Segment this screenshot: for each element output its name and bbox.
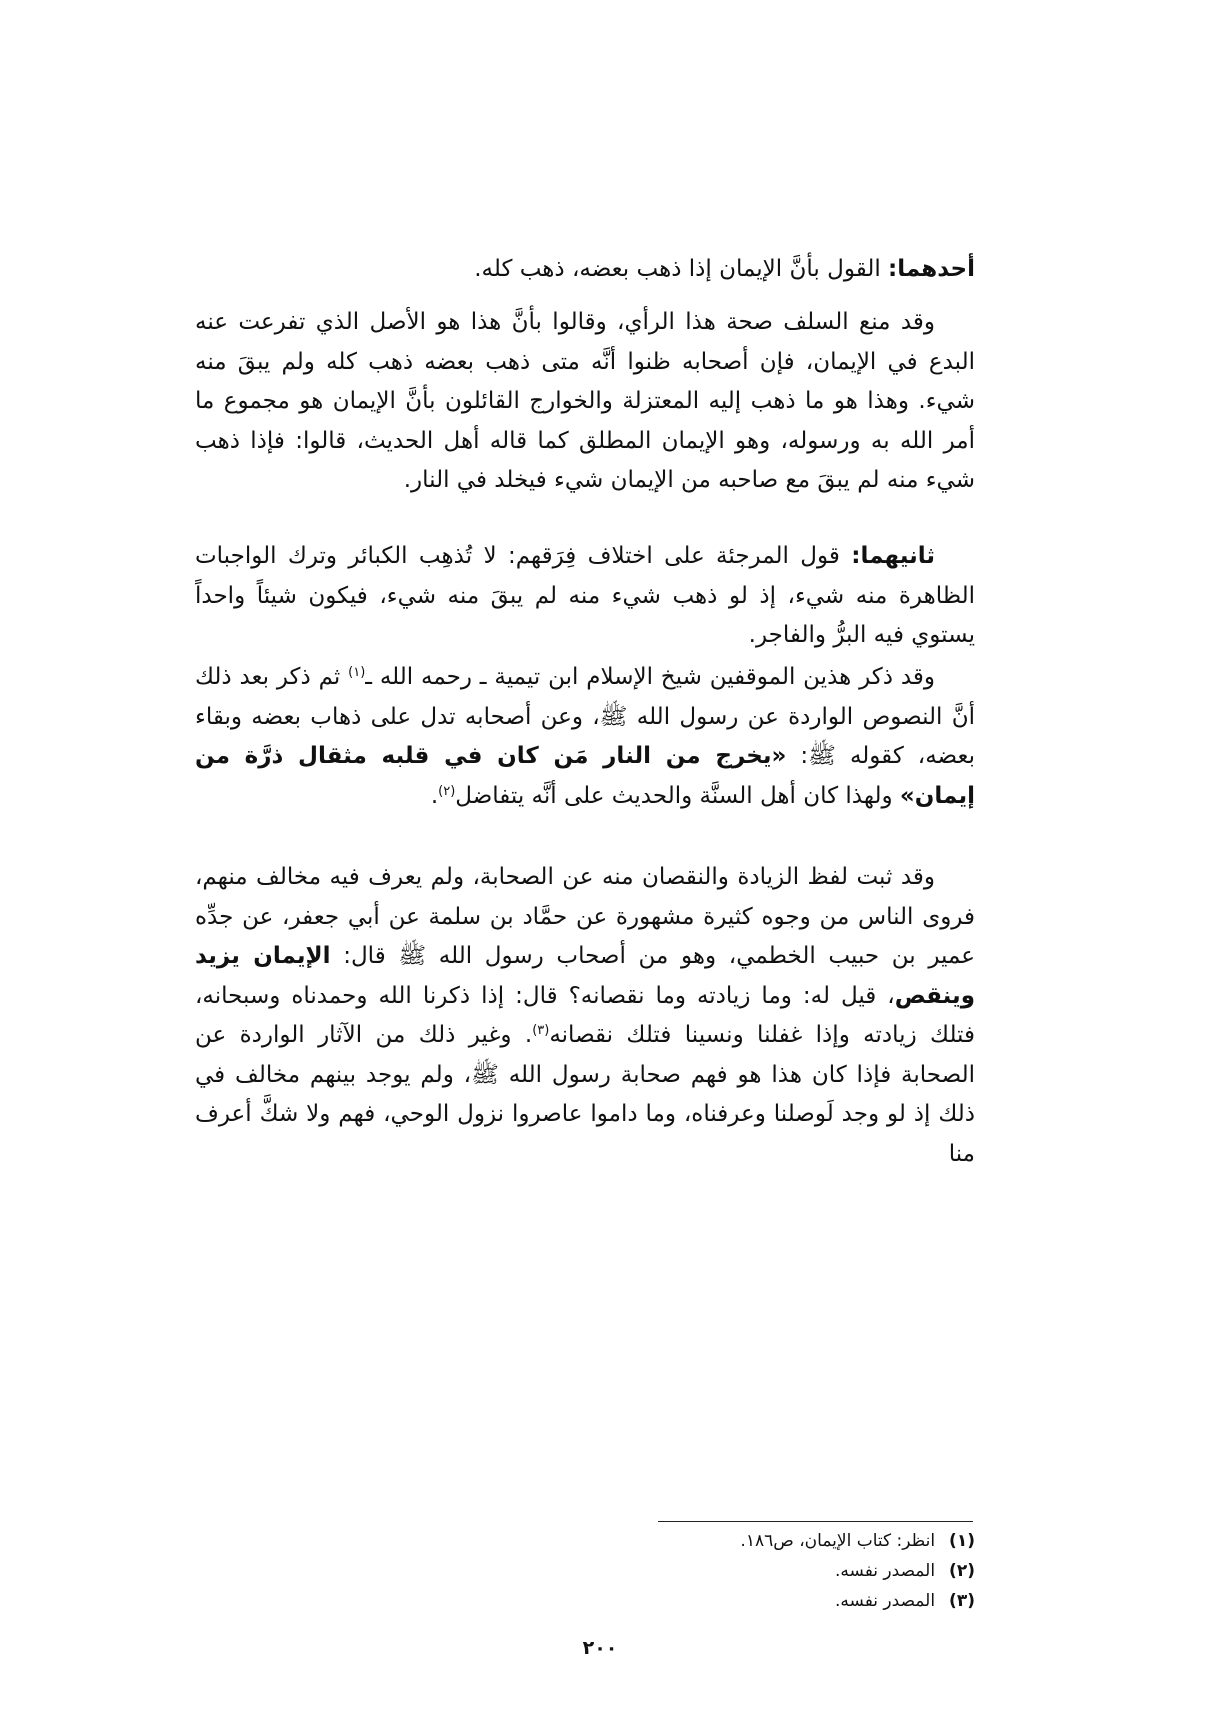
paragraph-4-text-d: . — [430, 782, 439, 809]
paragraph-5 — [195, 858, 975, 1174]
footnote-item — [500, 1556, 975, 1586]
paragraph-4-text-a: وقد ذكر هذين الموقفين شيخ الإسلام ابن تيمية ـ رحمه الله ـ — [365, 664, 935, 690]
paragraph-1 — [195, 250, 975, 290]
paragraph-1-text: القول بأنَّ الإيمان إذا ذهب بعضه، ذهب كله. — [474, 256, 881, 282]
paragraph-5-text-c: . وغير ذلك من الآثار الواردة عن الصحابة فإذا كان هذا هو فهم صحابة رسول الله ﷺ، ولم يوجد بينهم مخالف في ذلك إذ لو وجد لَوصلنا وعرفناه، وما داموا عاصروا نزول الوحي، فهم ولا شكَّ أعرف منا — [195, 1022, 975, 1167]
paragraph-3-text: قول المرجئة على اختلاف فِرَقهم: لا تُذهِب الكبائر وترك الواجبات الظاهرة منه شيء، إذ لو ذهب شيء منه لم يبقَ منه شيء، فيكون شيئاً واحداً يستوي فيه البرُّ والفاجر. — [195, 543, 975, 648]
footnote-ref-3: (٣) — [532, 1023, 550, 1038]
lead-word-first: أحدهما: — [888, 256, 975, 282]
footnotes — [500, 1526, 975, 1616]
paragraph-5-text-b: ، قيل له: وما زيادته وما نقصانه؟ قال: إذا ذكرنا الله وحمدناه وسبحانه، فتلك زيادته وإذا غفلنا ونسينا فتلك نقصانه — [195, 982, 975, 1048]
paragraph-4 — [195, 658, 975, 816]
paragraph-3-block — [195, 537, 975, 656]
footnote-ref-1: (١) — [348, 665, 366, 680]
paragraph-4-text-b: ثم ذكر بعد ذلك أنَّ النصوص الواردة عن رسول الله ﷺ، وعن أصحابه تدل على ذهاب بعضه وبقاء بعضه، كقوله ﷺ: — [195, 664, 975, 769]
lead-word-second: ثانيهما: — [851, 543, 936, 569]
paragraph-5-text-a: وقد ثبت لفظ الزيادة والنقصان منه عن الصحابة، ولم يعرف فيه مخالف منهم، فروى الناس من وجوه كثيرة مشهورة عن حمَّاد بن سلمة عن أبي جعفر، عن جدِّه عمير بن حبيب الخطمي، وهو من أصحاب رسول الله ﷺ قال: — [195, 864, 975, 969]
footnote-number: (٣) — [949, 1591, 975, 1611]
page-number: ٢٠٠ — [582, 1637, 618, 1659]
footnote-text: انظر: كتاب الإيمان، ص١٨٦. — [740, 1531, 936, 1551]
footnote-ref-2: (٢) — [438, 783, 456, 799]
footnote-divider — [658, 1521, 973, 1522]
paragraph-2-block — [195, 303, 975, 501]
athar-quote: الإيمان يزيد وينقص — [195, 943, 975, 1009]
footnote-number: (٢) — [949, 1561, 975, 1581]
paragraph-5-block — [195, 858, 975, 1174]
footnote-item — [500, 1526, 975, 1556]
hadith-quote: «يخرج من النار مَن كان في قلبه مثقال ذرَّة من إيمان» — [195, 743, 975, 809]
paragraph-1-block — [195, 250, 975, 290]
paragraph-4-text-c: ولهذا كان أهل السنَّة والحديث على أنَّه يتفاضل — [455, 782, 900, 809]
footnote-text: المصدر نفسه. — [835, 1591, 936, 1611]
paragraph-3 — [195, 537, 975, 656]
paragraph-2 — [195, 303, 975, 501]
paragraph-2-text: وقد منع السلف صحة هذا الرأي، وقالوا بأنَّ هذا هو الأصل الذي تفرعت عنه البدع في الإيمان، فإن أصحابه ظنوا أنَّه متى ذهب بعضه ذهب كله ولم يبقَ منه شيء. وهذا هو ما ذهب إليه المعتزلة والخوارج القائلون بأنَّ الإيمان هو مجموع ما أمر الله به ورسوله، وهو الإيمان المطلق كما قاله أهل الحديث، قالوا: فإذا ذهب شيء منه لم يبقَ مع صاحبه من الإيمان شيء فيخلد في النار. — [195, 309, 975, 493]
footnote-item — [500, 1586, 975, 1616]
footnote-number: (١) — [949, 1531, 975, 1551]
paragraph-4-block — [195, 658, 975, 816]
footnote-text: المصدر نفسه. — [835, 1561, 936, 1581]
